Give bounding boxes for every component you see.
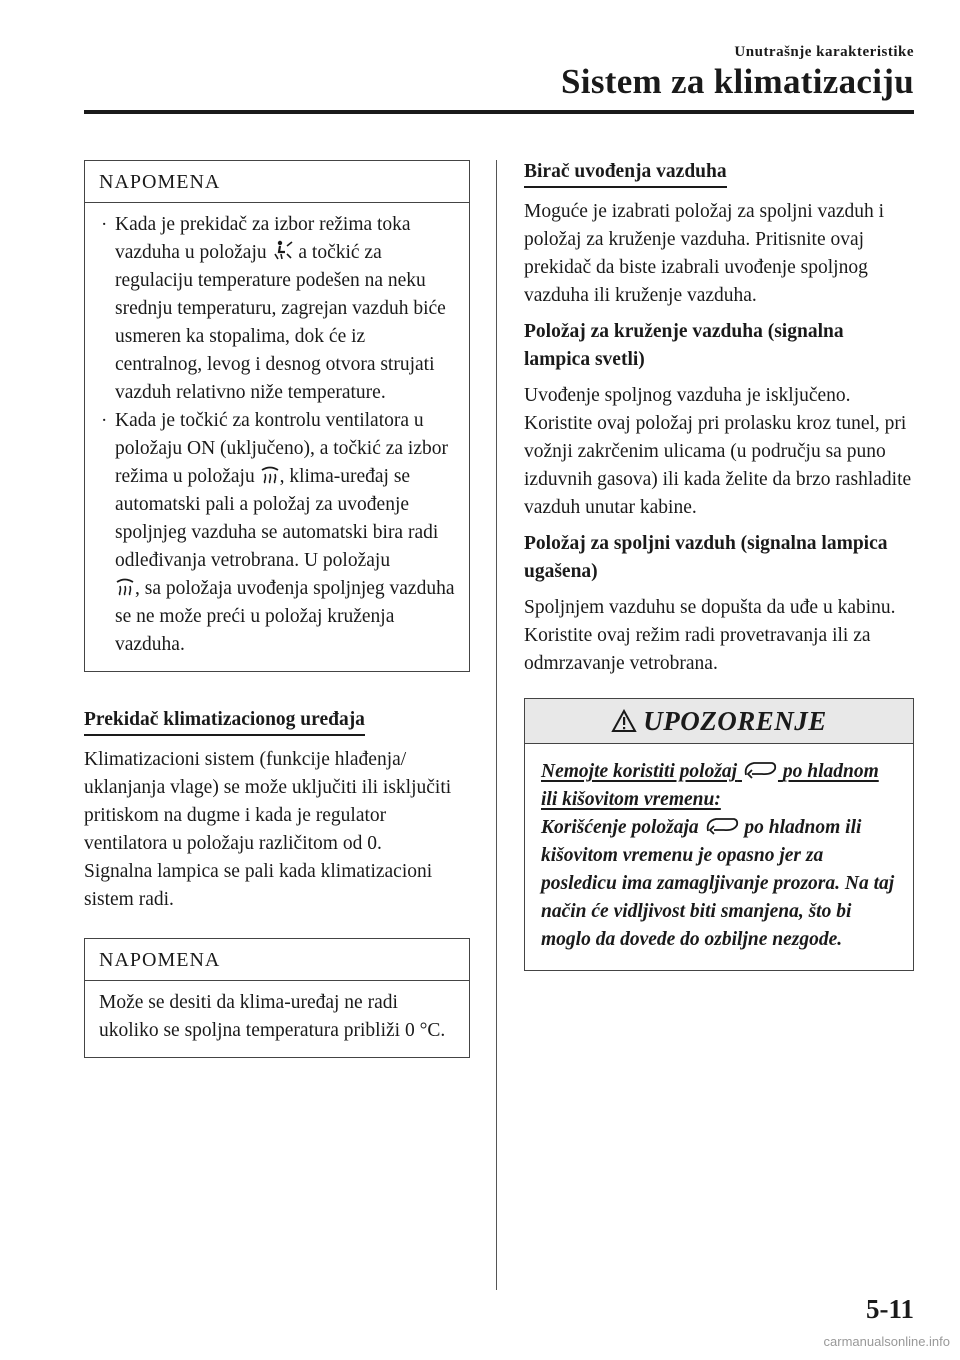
page-title: Sistem za klimatizaciju [561, 62, 914, 101]
bullet-1-text-b: a točkić za regulaciju temperature podešen na neku srednju temperaturu, zagrejan vazduh biće usmeren ka stopalima, dok će iz centralnog, levog i desnog otvora strujati vazduh relativno niže temperature. [115, 242, 446, 403]
ac-indicator-paragraph: Signalna lampica se pali kada klimatizacioni sistem radi. [84, 861, 433, 910]
header-rule [84, 110, 914, 114]
ac-switch-paragraph: Klimatizacioni sistem (funkcije hlađenja/ uklanjanja vlage) se može uključiti ili isključiti pritiskom na dugme i kada je regulator ventilatora u položaju različitom od 0. [84, 749, 452, 854]
note-2-text: Može se desiti da klima-uređaj ne radi ukoliko se spoljna temperatura približi 0 °C. [99, 992, 446, 1041]
footer-watermark: carmanualsonline.info [823, 1334, 950, 1349]
warning-text-1b: po hladnom ili kišovitom vremenu: [541, 761, 879, 810]
recirc-text: Uvođenje spoljnog vazduha je isključeno. Koristite ovaj položaj pri prolasku kroz tunel, pri vožnji zakrčenim ulicama (u području sa puno izduvnih gasova) ili kada želite da brzo rashladite vazduh unutar kabine. [524, 385, 912, 518]
recirculation-icon [742, 759, 778, 779]
warning-label: UPOZORENJE [643, 705, 827, 736]
recirc-heading: Položaj za kruženje vazduha (signalna lampica svetli) [524, 321, 844, 370]
floor-vent-icon [272, 240, 294, 260]
bullet-2-text-b: , klima-uređaj se automatski pali a položaj za uvođenje spoljnjeg vazduha se automatski bira radi odleđivanja vetrobrana. U položaju [115, 466, 439, 571]
outside-air-text: Spoljnjem vazduhu se dopušta da uđe u kabinu. Koristite ovaj režim radi provetravanja ili za odmrzavanje vetrobrana. [524, 597, 896, 674]
bullet-2-text-a: Kada je točkić za kontrolu ventilatora u položaju ON (uključeno), a točkić za izbor režima u položaju [115, 410, 448, 487]
bullet-dot: · [101, 214, 108, 235]
air-intake-intro: Moguće je izabrati položaj za spoljni vazduh i položaj za kruženje vazduha. Pritisnite ovaj prekidač da biste izabrali uvođenje spoljnog vazduha ili kruženje vazduha. [524, 201, 885, 306]
warning-text-2b: po hladnom ili kišovitom vremenu je opasno jer za posledicu ima zamagljivanje prozora. Na taj način će vidljivost biti smanjena, što bi moglo da dovede do ozbiljne nezgode. [541, 817, 895, 950]
warning-triangle-icon [611, 709, 637, 733]
note-bullet-1 [99, 211, 457, 407]
warning-box [524, 698, 914, 971]
warning-line-1 [541, 761, 879, 810]
warning-text-2a: Korišćenje položaja [541, 817, 699, 838]
bullet-dot: · [101, 410, 108, 431]
note-title: NAPOMENA [85, 161, 469, 203]
recirculation-icon [704, 815, 740, 835]
warning-body [525, 744, 913, 970]
note-body [85, 203, 469, 671]
note-body [85, 981, 469, 1057]
note-box-2 [84, 938, 470, 1058]
ac-switch-heading: Prekidač klimatizacionog uređaja [84, 708, 365, 736]
left-column [84, 160, 470, 1058]
right-column [524, 160, 914, 971]
warning-text-1a: Nemojte koristiti položaj [541, 761, 738, 782]
defrost-icon [115, 578, 135, 596]
air-intake-heading: Birač uvođenja vazduha [524, 160, 727, 188]
bullet-1-text-a: Kada je prekidač za izbor režima toka vazduha u položaju [115, 214, 411, 263]
note-box-1 [84, 160, 470, 672]
column-divider [496, 160, 497, 1290]
outside-air-heading: Položaj za spoljni vazduh (signalna lampica ugašena) [524, 533, 888, 582]
defrost-icon [260, 466, 280, 484]
page-number: 5-11 [865, 1294, 914, 1324]
bullet-2-text-c: , sa položaja uvođenja spoljnjeg vazduha se ne može preći u položaj kruženja vazduha. [115, 578, 455, 655]
note-bullet-2 [99, 407, 457, 659]
warning-header [525, 699, 913, 744]
note-title: NAPOMENA [85, 939, 469, 981]
section-label: Unutrašnje karakteristike [734, 44, 914, 60]
